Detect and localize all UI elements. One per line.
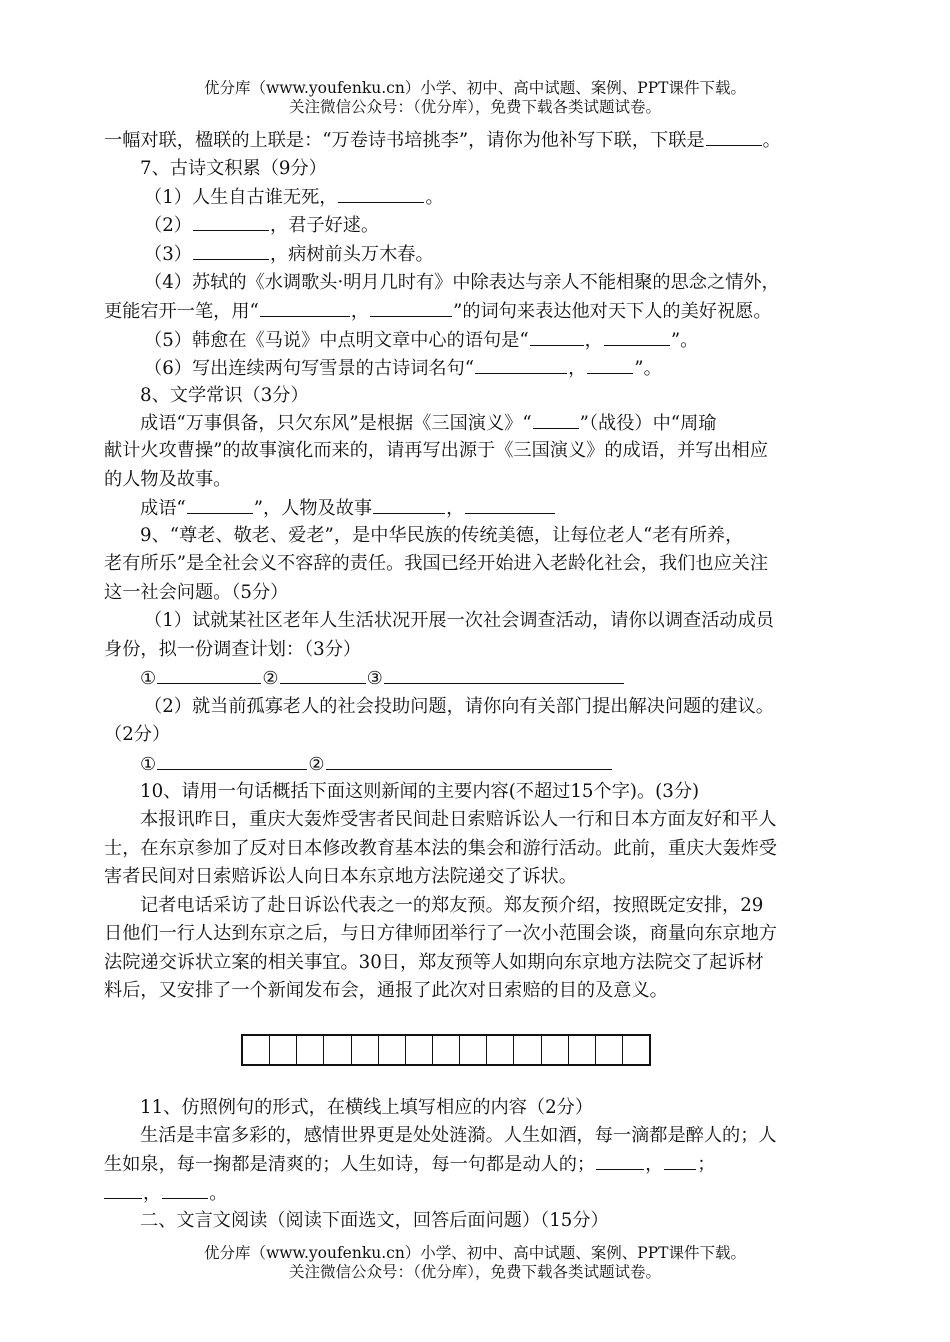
q7-item-1: （1）人生自古谁无死， 。 xyxy=(144,183,444,211)
q7-6-blank-1[interactable] xyxy=(475,354,567,374)
q7-1-blank[interactable] xyxy=(338,183,424,203)
q8-person-blank[interactable] xyxy=(373,494,445,514)
q6-text: 一幅对联，楹联的上联是：“万卷诗书培挑李”，请你为他补写下联，下联是 xyxy=(104,130,705,151)
q6-blank[interactable] xyxy=(706,126,762,146)
footer-line-1: 优分库（www.youfenku.cn）小学、初中、高中试题、案例、PPT课件下载。 xyxy=(203,1244,747,1262)
answer-box-cell[interactable] xyxy=(569,1036,596,1064)
header-line-1: 优分库（www.youfenku.cn）小学、初中、高中试题、案例、PPT课件下载。 xyxy=(203,79,747,97)
q11-line-1: 生活是丰富多彩的，感情世界更是处处涟漪。人生如酒，每一滴都是醉人的；人 xyxy=(140,1125,777,1146)
q10-news-1: 本报讯昨日，重庆大轰炸受害者民间赴日索赔诉讼人一行和日本方面友好和平人 xyxy=(140,809,777,830)
q11-line-2: 生如泉，每一掬都是清爽的；人生如诗，每一句都是动人的； ， ； xyxy=(104,1150,715,1178)
q10-news-7: 料后，又安排了一个新闻发布会，通报了此次对日索赔的目的及意义。 xyxy=(104,980,668,1001)
q7-item-6: （6）写出连续两句写雪景的古诗词名句“ ， ”。 xyxy=(144,354,662,382)
header-line-2: 关注微信公众号：（优分库），免费下载各类试题试卷。 xyxy=(288,98,661,116)
answer-box-cell[interactable] xyxy=(487,1036,514,1064)
q8-line-1: 成语“万事俱备，只欠东风”是根据《三国演义》“ ”（战役）中“周瑜 xyxy=(140,409,716,437)
q11-line-3: ， 。 xyxy=(104,1179,227,1207)
answer-box-cell[interactable] xyxy=(406,1036,433,1064)
q9-line-1: 9、“尊老、敬老、爱老”，是中华民族的传统美德，让每位老人“老有所养， xyxy=(140,525,744,546)
q7-5-blank-1[interactable] xyxy=(530,326,584,346)
q7-4-blank-2[interactable] xyxy=(370,297,452,317)
answer-box-cell[interactable] xyxy=(243,1036,270,1064)
q7-6-blank-2[interactable] xyxy=(587,354,633,374)
q10-news-4: 记者电话采访了赴日诉讼代表之一的郑友预。郑友预介绍，按照既定安排，29 xyxy=(140,895,764,916)
answer-box-cell[interactable] xyxy=(352,1036,379,1064)
answer-box-cell[interactable] xyxy=(379,1036,406,1064)
q9-line-3: 这一社会问题。（5分） xyxy=(104,582,289,603)
q6-line: 一幅对联，楹联的上联是：“万卷诗书培挑李”，请你为他补写下联，下联是 。 xyxy=(104,126,781,154)
answer-box-cell[interactable] xyxy=(542,1036,569,1064)
q10-news-2: 士，在东京参加了反对日本修改教育基本法的集会和游行活动。此前，重庆大轰炸受 xyxy=(104,838,777,859)
q10-answer-grid[interactable] xyxy=(241,1034,651,1066)
answer-box-cell[interactable] xyxy=(433,1036,460,1064)
q9-suggestion-blank-1[interactable] xyxy=(157,750,307,770)
q7-5-blank-2[interactable] xyxy=(604,326,670,346)
q7-item-5: （5）韩愈在《马说》中点明文章中心的语句是“ ， ”。 xyxy=(144,326,698,354)
q8-line-2: 献计火攻曹操”的故事演化而来的，请再写出源于《三国演义》的成语，并写出相应 xyxy=(104,440,769,461)
q9-plan-blank-3[interactable] xyxy=(384,664,624,684)
answer-box-cell[interactable] xyxy=(623,1036,649,1064)
q9-part-2-line-2: （2分） xyxy=(104,724,171,745)
q11-blank-2[interactable] xyxy=(664,1150,696,1170)
answer-box-cell[interactable] xyxy=(596,1036,623,1064)
q9-part-2-line-1: （2）就当前孤寡老人的社会投助问题，请你向有关部门提出解决问题的建议。 xyxy=(144,696,774,717)
answer-box-cell[interactable] xyxy=(270,1036,297,1064)
q8-idiom-blank[interactable] xyxy=(187,494,253,514)
q7-4-blank-1[interactable] xyxy=(260,297,350,317)
q10-news-6: 法院递交诉状立案的相关事宜。30日，郑友预等人如期向东京地方法院交了起诉材 xyxy=(104,952,764,973)
section-2-title: 二、文言文阅读（阅读下面选文，回答后面问题）（15分） xyxy=(140,1210,609,1231)
q9-line-2: 老有所乐”是全社会义不容辞的责任。我国已经开始进入老龄化社会，我们也应关注 xyxy=(104,553,769,574)
q10-title: 10、请用一句话概括下面这则新闻的主要内容(不超过15个字)。(3分) xyxy=(140,781,700,802)
q7-item-2: （2） ，君子好逑。 xyxy=(144,211,379,239)
q9-part-1-line-1: （1）试就某社区老年人生活状况开展一次社会调查活动，请你以调查活动成员 xyxy=(144,610,774,631)
q7-item-4-line-1: （4）苏轼的《水调歌头·明月几时有》中除表达与亲人不能相聚的思念之情外， xyxy=(144,272,780,293)
answer-box-cell[interactable] xyxy=(324,1036,351,1064)
q9-part-1-line-2: 身份，拟一份调查计划：（3分） xyxy=(104,639,362,660)
q8-answer-line: 成语“ ”，人物及故事 ， xyxy=(140,494,556,522)
q11-blank-1[interactable] xyxy=(596,1150,644,1170)
q11-title: 11、仿照例句的形式，在横线上填写相应的内容（2分） xyxy=(140,1097,594,1118)
q11-blank-3[interactable] xyxy=(104,1179,142,1199)
q7-2-blank[interactable] xyxy=(193,211,269,231)
q9-plan-blank-2[interactable] xyxy=(280,664,366,684)
answer-box-cell[interactable] xyxy=(297,1036,324,1064)
footer-line-2: 关注微信公众号：（优分库），免费下载各类试题试卷。 xyxy=(288,1263,661,1281)
q10-news-5: 日他们一行人达到东京之后，与日方律师团举行了一次小范围会谈，商量向东京地方 xyxy=(104,923,777,944)
answer-box-cell[interactable] xyxy=(514,1036,541,1064)
q9-plan-blanks: ① ② ③ xyxy=(140,664,625,692)
q7-3-blank[interactable] xyxy=(193,240,269,260)
q9-plan-blank-1[interactable] xyxy=(157,664,261,684)
answer-box-cell[interactable] xyxy=(460,1036,487,1064)
q8-battle-blank[interactable] xyxy=(533,409,579,429)
q8-line-3: 的人物及故事。 xyxy=(104,469,232,490)
q7-title: 7、古诗文积累（9分） xyxy=(140,158,327,179)
q10-news-3: 害者民间对日索赔诉讼人向日本东京地方法院递交了诉状。 xyxy=(104,866,577,887)
q8-title: 8、文学常识（3分） xyxy=(140,385,309,406)
page-footer xyxy=(0,1244,950,1282)
q8-story-blank[interactable] xyxy=(465,494,555,514)
page-header xyxy=(0,79,950,117)
q9-suggestion-blanks: ① ② xyxy=(140,750,613,778)
q7-item-4-line-2: 更能宕开一笔，用“ ， ”的词句来表达他对天下人的美好祝愿。 xyxy=(104,297,772,325)
q11-blank-4[interactable] xyxy=(162,1179,208,1199)
q7-item-3: （3） ，病树前头万木春。 xyxy=(144,240,434,268)
q9-suggestion-blank-2[interactable] xyxy=(326,750,612,770)
